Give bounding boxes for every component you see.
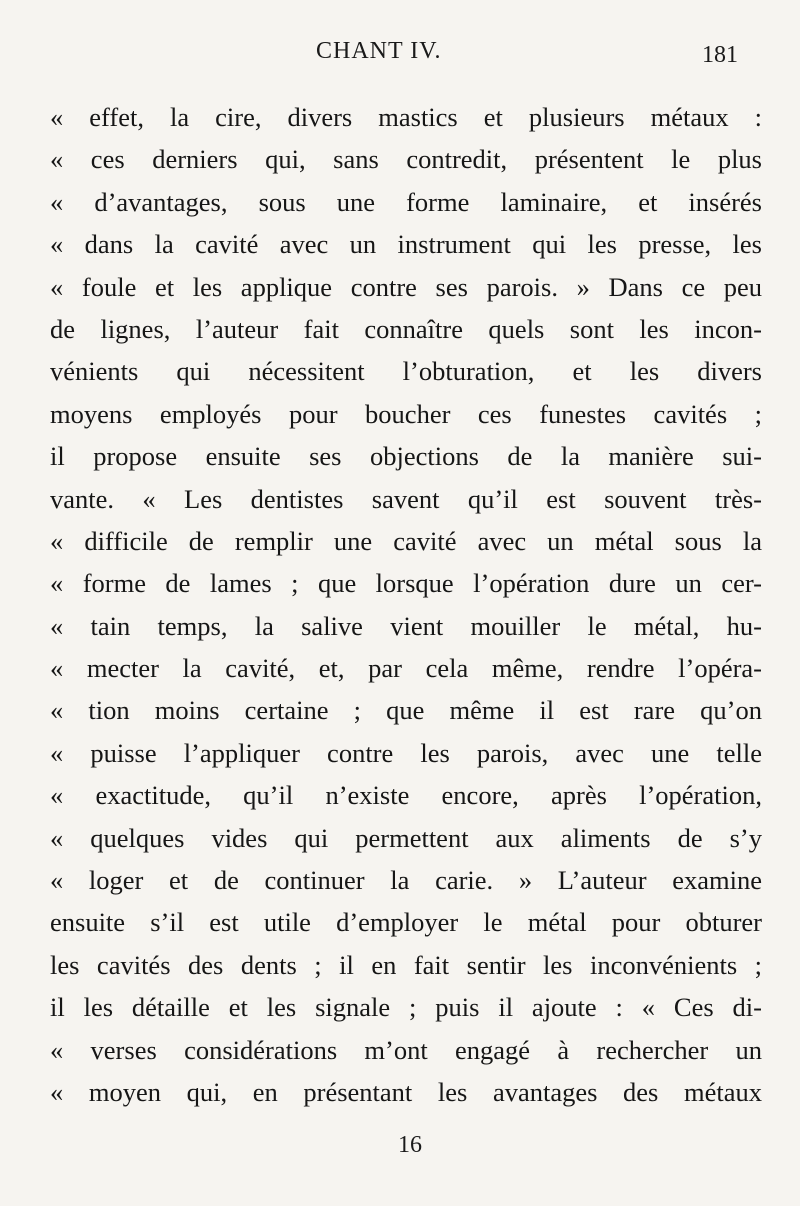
- running-head: CHANT IV.: [316, 38, 442, 64]
- text-line: « puisse l’appliquer contre les parois, avec une telle: [50, 737, 762, 768]
- page-number: 181: [702, 42, 738, 68]
- signature-mark: [0, 1132, 800, 1159]
- text-line: « mecter la cavité, et, par cela même, rendre l’opéra-: [50, 653, 762, 684]
- text-line: il les détaille et les signale ; puis il ajoute : « Ces di-: [50, 992, 762, 1023]
- text-line: vante. « Les dentistes savent qu’il est souvent très-: [50, 483, 762, 514]
- text-line: « difficile de remplir une cavité avec un métal sous la: [50, 525, 762, 556]
- text-line: vénients qui nécessitent l’obturation, et les divers: [50, 356, 762, 387]
- text-line: « loger et de continuer la carie. » L’auteur examine: [50, 865, 762, 896]
- text-line: « effet, la cire, divers mastics et plusieurs métaux :: [50, 102, 762, 132]
- text-line: « dans la cavité avec un instrument qui les presse, les: [50, 229, 762, 260]
- text-line: « foule et les applique contre ses parois. » Dans ce peu: [50, 271, 762, 302]
- text-line: « verses considérations m’ont engagé à rechercher un: [50, 1034, 762, 1065]
- text-line: moyens employés pour boucher ces funestes cavités ;: [50, 398, 762, 429]
- text-line: de lignes, l’auteur fait connaître quels sont les incon-: [50, 313, 762, 344]
- signature-number: 16: [398, 1132, 422, 1158]
- text-line: « ces derniers qui, sans contredit, présentent le plus: [50, 144, 762, 175]
- text-line: les cavités des dents ; il en fait sentir les inconvénients ;: [50, 949, 762, 980]
- text-line: ensuite s’il est utile d’employer le métal pour obturer: [50, 907, 762, 938]
- text-line: « tion moins certaine ; que même il est rare qu’on: [50, 695, 762, 726]
- text-line: il propose ensuite ses objections de la manière sui-: [50, 441, 762, 472]
- page-header: [0, 38, 800, 78]
- text-line: « quelques vides qui permettent aux aliments de s’y: [50, 822, 762, 853]
- body-text: [50, 96, 762, 1113]
- text-line: « exactitude, qu’il n’existe encore, après l’opération,: [50, 780, 762, 811]
- text-line: « d’avantages, sous une forme laminaire, et insérés: [50, 186, 762, 217]
- text-line: « moyen qui, en présentant les avantages des métaux: [50, 1076, 762, 1107]
- text-line: « forme de lames ; que lorsque l’opération dure un cer-: [50, 568, 762, 599]
- text-line: « tain temps, la salive vient mouiller le métal, hu-: [50, 610, 762, 641]
